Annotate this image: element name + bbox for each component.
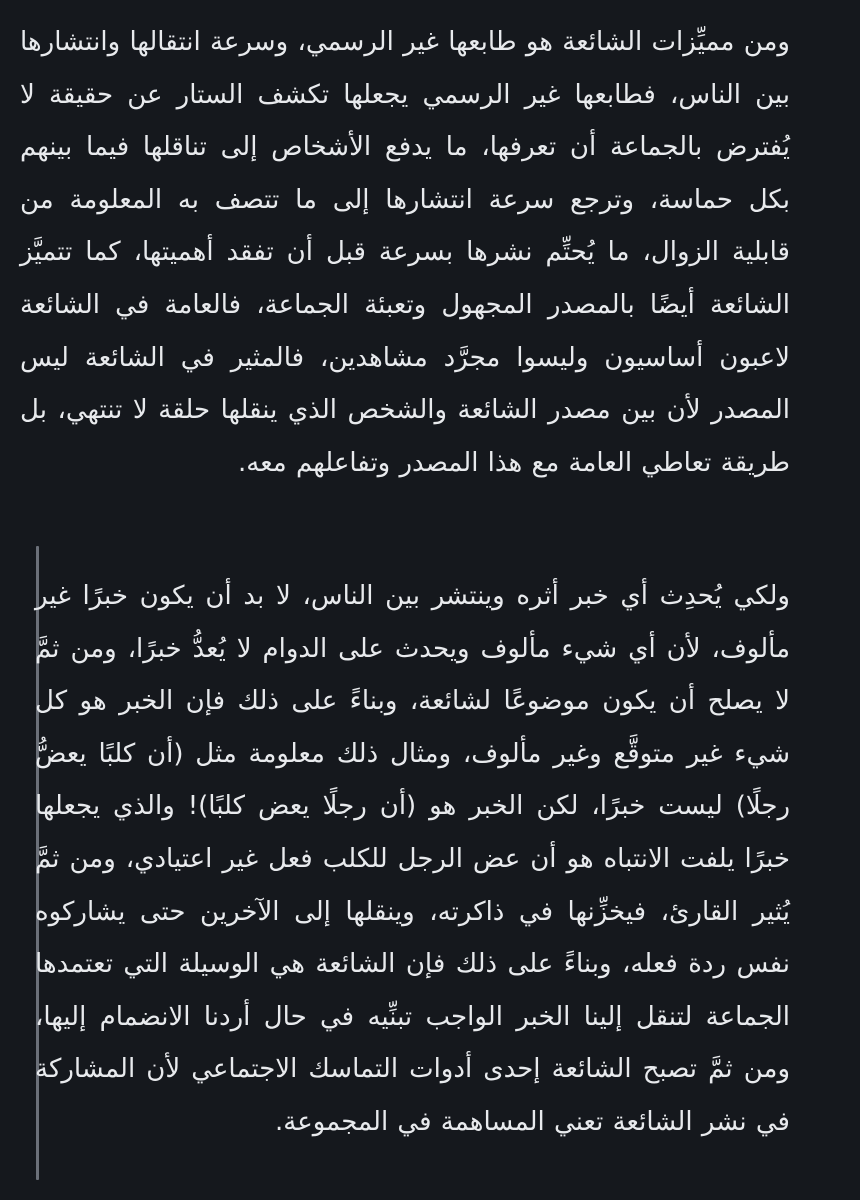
article-paragraph-1: ومن مميِّزات الشائعة هو طابعها غير الرسمي، وسرعة انتقالها وانتشارها بين الناس، فطابعها غير الرسمي يجعلها تكشف الستار عن حقيقة لا يُفترض بالجماعة أن تعرفها، ما يدفع الأشخاص إلى تناقلها فيما بينهم بكل حماسة، وترجع سرعة انتشارها إلى ما تتصف به المعلومة من قابلية الزوال، ما يُحتِّم نشرها بسرعة قبل أن تفقد أهميتها، كما تتميَّز الشائعة أيضًا بالمصدر المجهول وتعبئة الجماعة، فالعامة في الشائعة لاعبون أساسيون وليسوا مجرَّد مشاهدين، فالمثير في الشائعة ليس المصدر لأن بين مصدر الشائعة والشخص الذي ينقلها حلقة لا تنتهي، بل طريقة تعاطي العامة مع هذا المصدر وتفاعلهم معه.: [20, 27, 790, 478]
blockquote-paragraph: ولكي يُحدِث أي خبر أثره وينتشر بين الناس، لا بد أن يكون خبرًا غير مألوف، لأن أي شيء مألوف ويحدث على الدوام لا يُعدُّ خبرًا، ومن ثمَّ لا يصلح أن يكون موضوعًا لشائعة، وبناءً على ذلك فإن الخبر هو كل شيء غير متوقَّع وغير مألوف، ومثال ذلك معلومة مثل (أن كلبًا يعضُّ رجلًا) ليست خبرًا، لكن الخبر هو (أن رجلًا يعض كلبًا)! والذي يجعلها خبرًا يلفت الانتباه هو أن عض الرجل للكلب فعل غير اعتيادي، ومن ثمَّ يُثير القارئ، فيخزِّنها في ذاكرته، وينقلها إلى الآخرين حتى يشاركوه نفس ردة فعله، وبناءً على ذلك فإن الشائعة هي الوسيلة التي تعتمدها الجماعة لتنقل إلينا الخبر الواجب تبنِّيه في حال أردنا الانضمام إليها، ومن ثمَّ تصبح الشائعة إحدى أدوات التماسك الاجتماعي لأن المشاركة في نشر الشائعة تعني المساهمة في المجموعة.: [35, 581, 790, 1137]
blockquote: [20, 546, 840, 1186]
